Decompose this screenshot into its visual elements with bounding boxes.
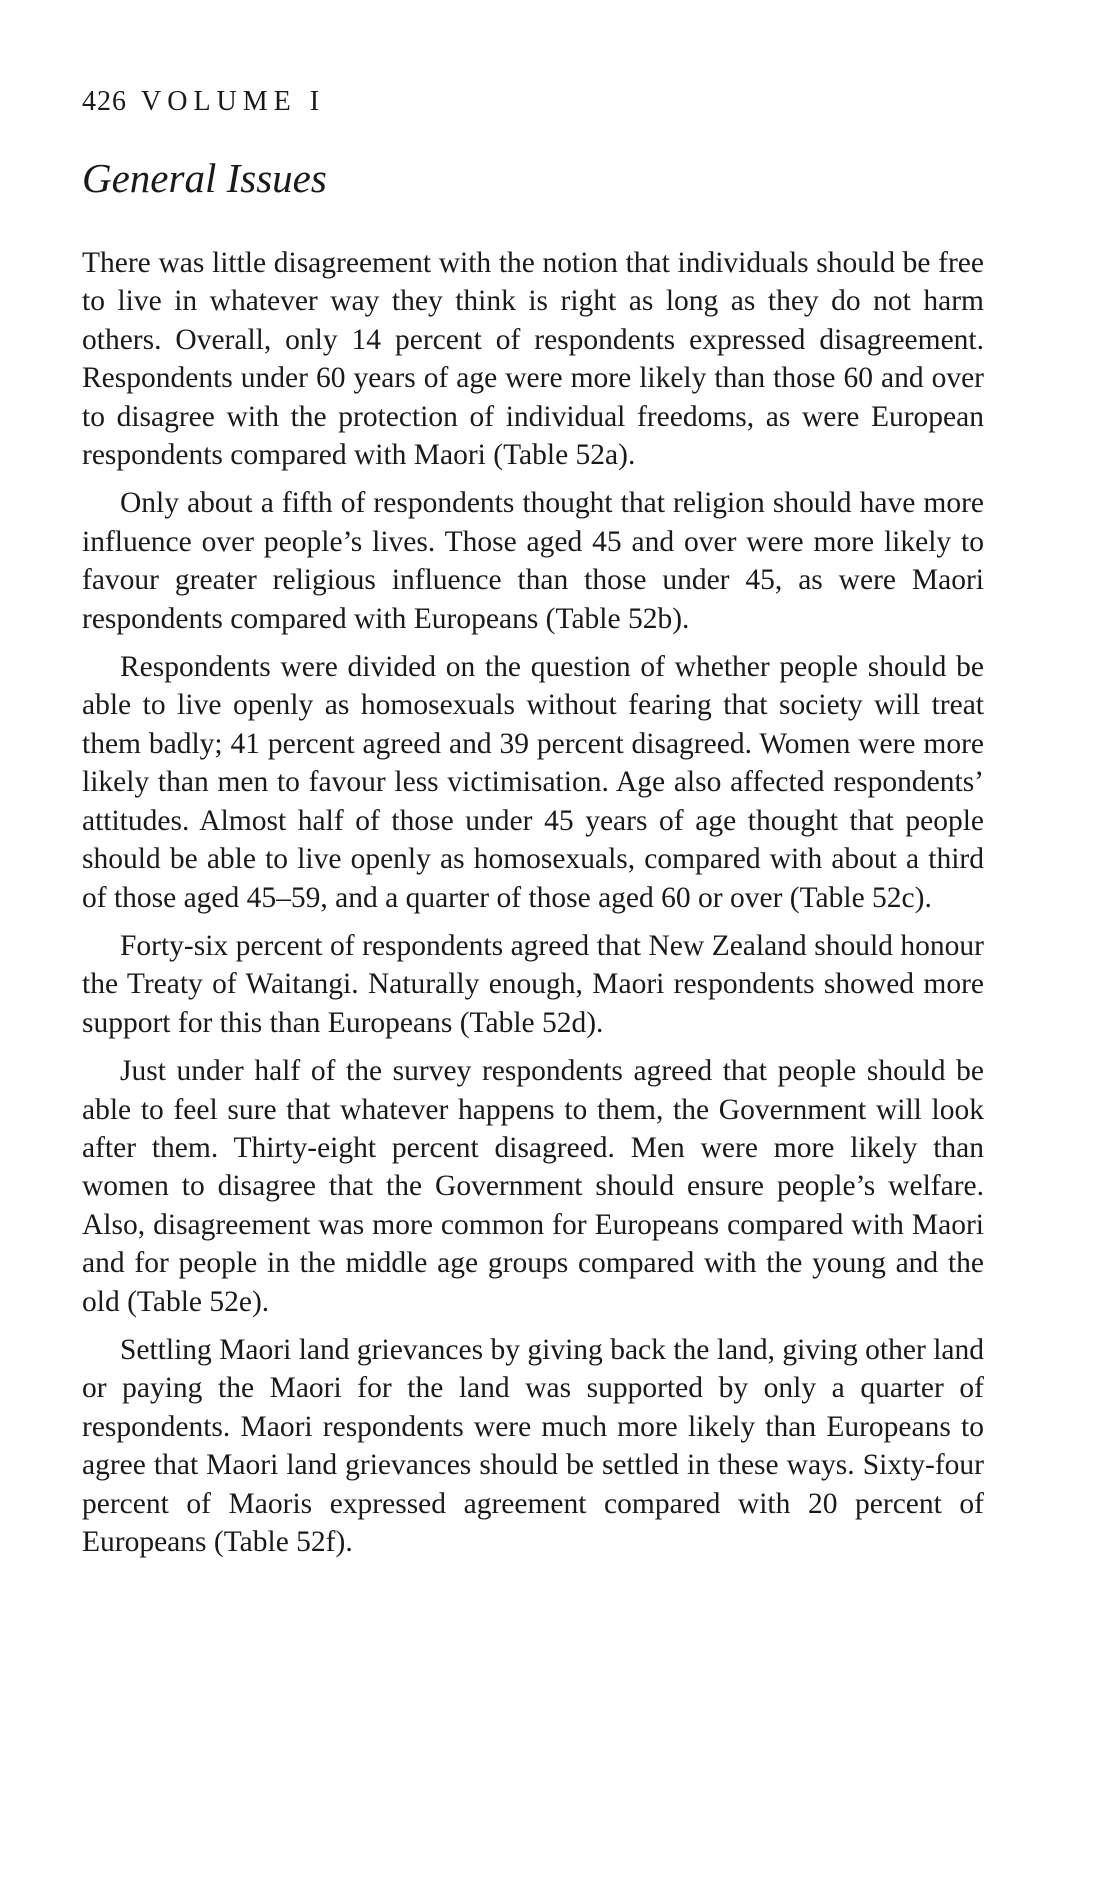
paragraph-homosexuality: Respondents were divided on the question of whether people should be able to live openly as homosexuals without fearing that society will treat them badly; 41 percent agreed and 39 percent disagreed. Women were more likely than men to favour less victimisation. Age also affected respondents’ attitudes. Almost half of those under 45 years of age thought that people should be able to live openly as homosexuals, compared with about a third of those aged 45–59, and a quarter of those aged 60 or over (Table 52c).: [82, 651, 984, 914]
running-head: [82, 86, 325, 118]
paragraph-religion: Only about a fifth of respondents thought that religion should have more influence over people’s lives. Those aged 45 and over were more likely to favour greater religious influence than those under 45, as were Maori respondents compared with Europeans (Table 52b).: [82, 487, 984, 635]
paragraph-land-grievances: Settling Maori land grievances by giving back the land, giving other land or paying the Maori for the land was supported by only a quarter of respondents. Maori respondents were much more likely than Europeans to agree that Maori land grievances should be settled in these ways. Sixty-four percent of Maoris expressed agreement compared with 20 percent of Europeans (Table 52f).: [82, 1333, 984, 1558]
section-title: General Issues: [82, 155, 327, 201]
paragraph-treaty-of-waitangi: Forty-six percent of respondents agreed that New Zealand should honour the Treaty of Waitangi. Naturally enough, Maori respondents showed more support for this than Europeans (Table 52d).: [82, 929, 984, 1039]
volume-label: VOLUME I: [141, 86, 326, 117]
body-text: [82, 244, 984, 1571]
paragraph-individual-freedoms: There was little disagreement with the notion that individuals should be free to live in whatever way they think is right as long as they do not harm others. Overall, only 14 percent of respondents expressed disagreement. Respondents under 60 years of age were more likely than those 60 and over to disagree with the protection of individual freedoms, as were European respondents compared with Maori (Table 52a).: [82, 247, 984, 472]
paragraph-government-welfare: Just under half of the survey respondents agreed that people should be able to feel sure that whatever happens to them, the Government will look after them. Thirty-eight percent disagreed. Men were more likely than women to disagree that the Government should ensure people’s welfare. Also, disagreement was more common for Europeans compared with Maori and for people in the middle age groups compared with the young and the old (Table 52e).: [82, 1055, 984, 1318]
page-number: 426: [82, 86, 127, 117]
